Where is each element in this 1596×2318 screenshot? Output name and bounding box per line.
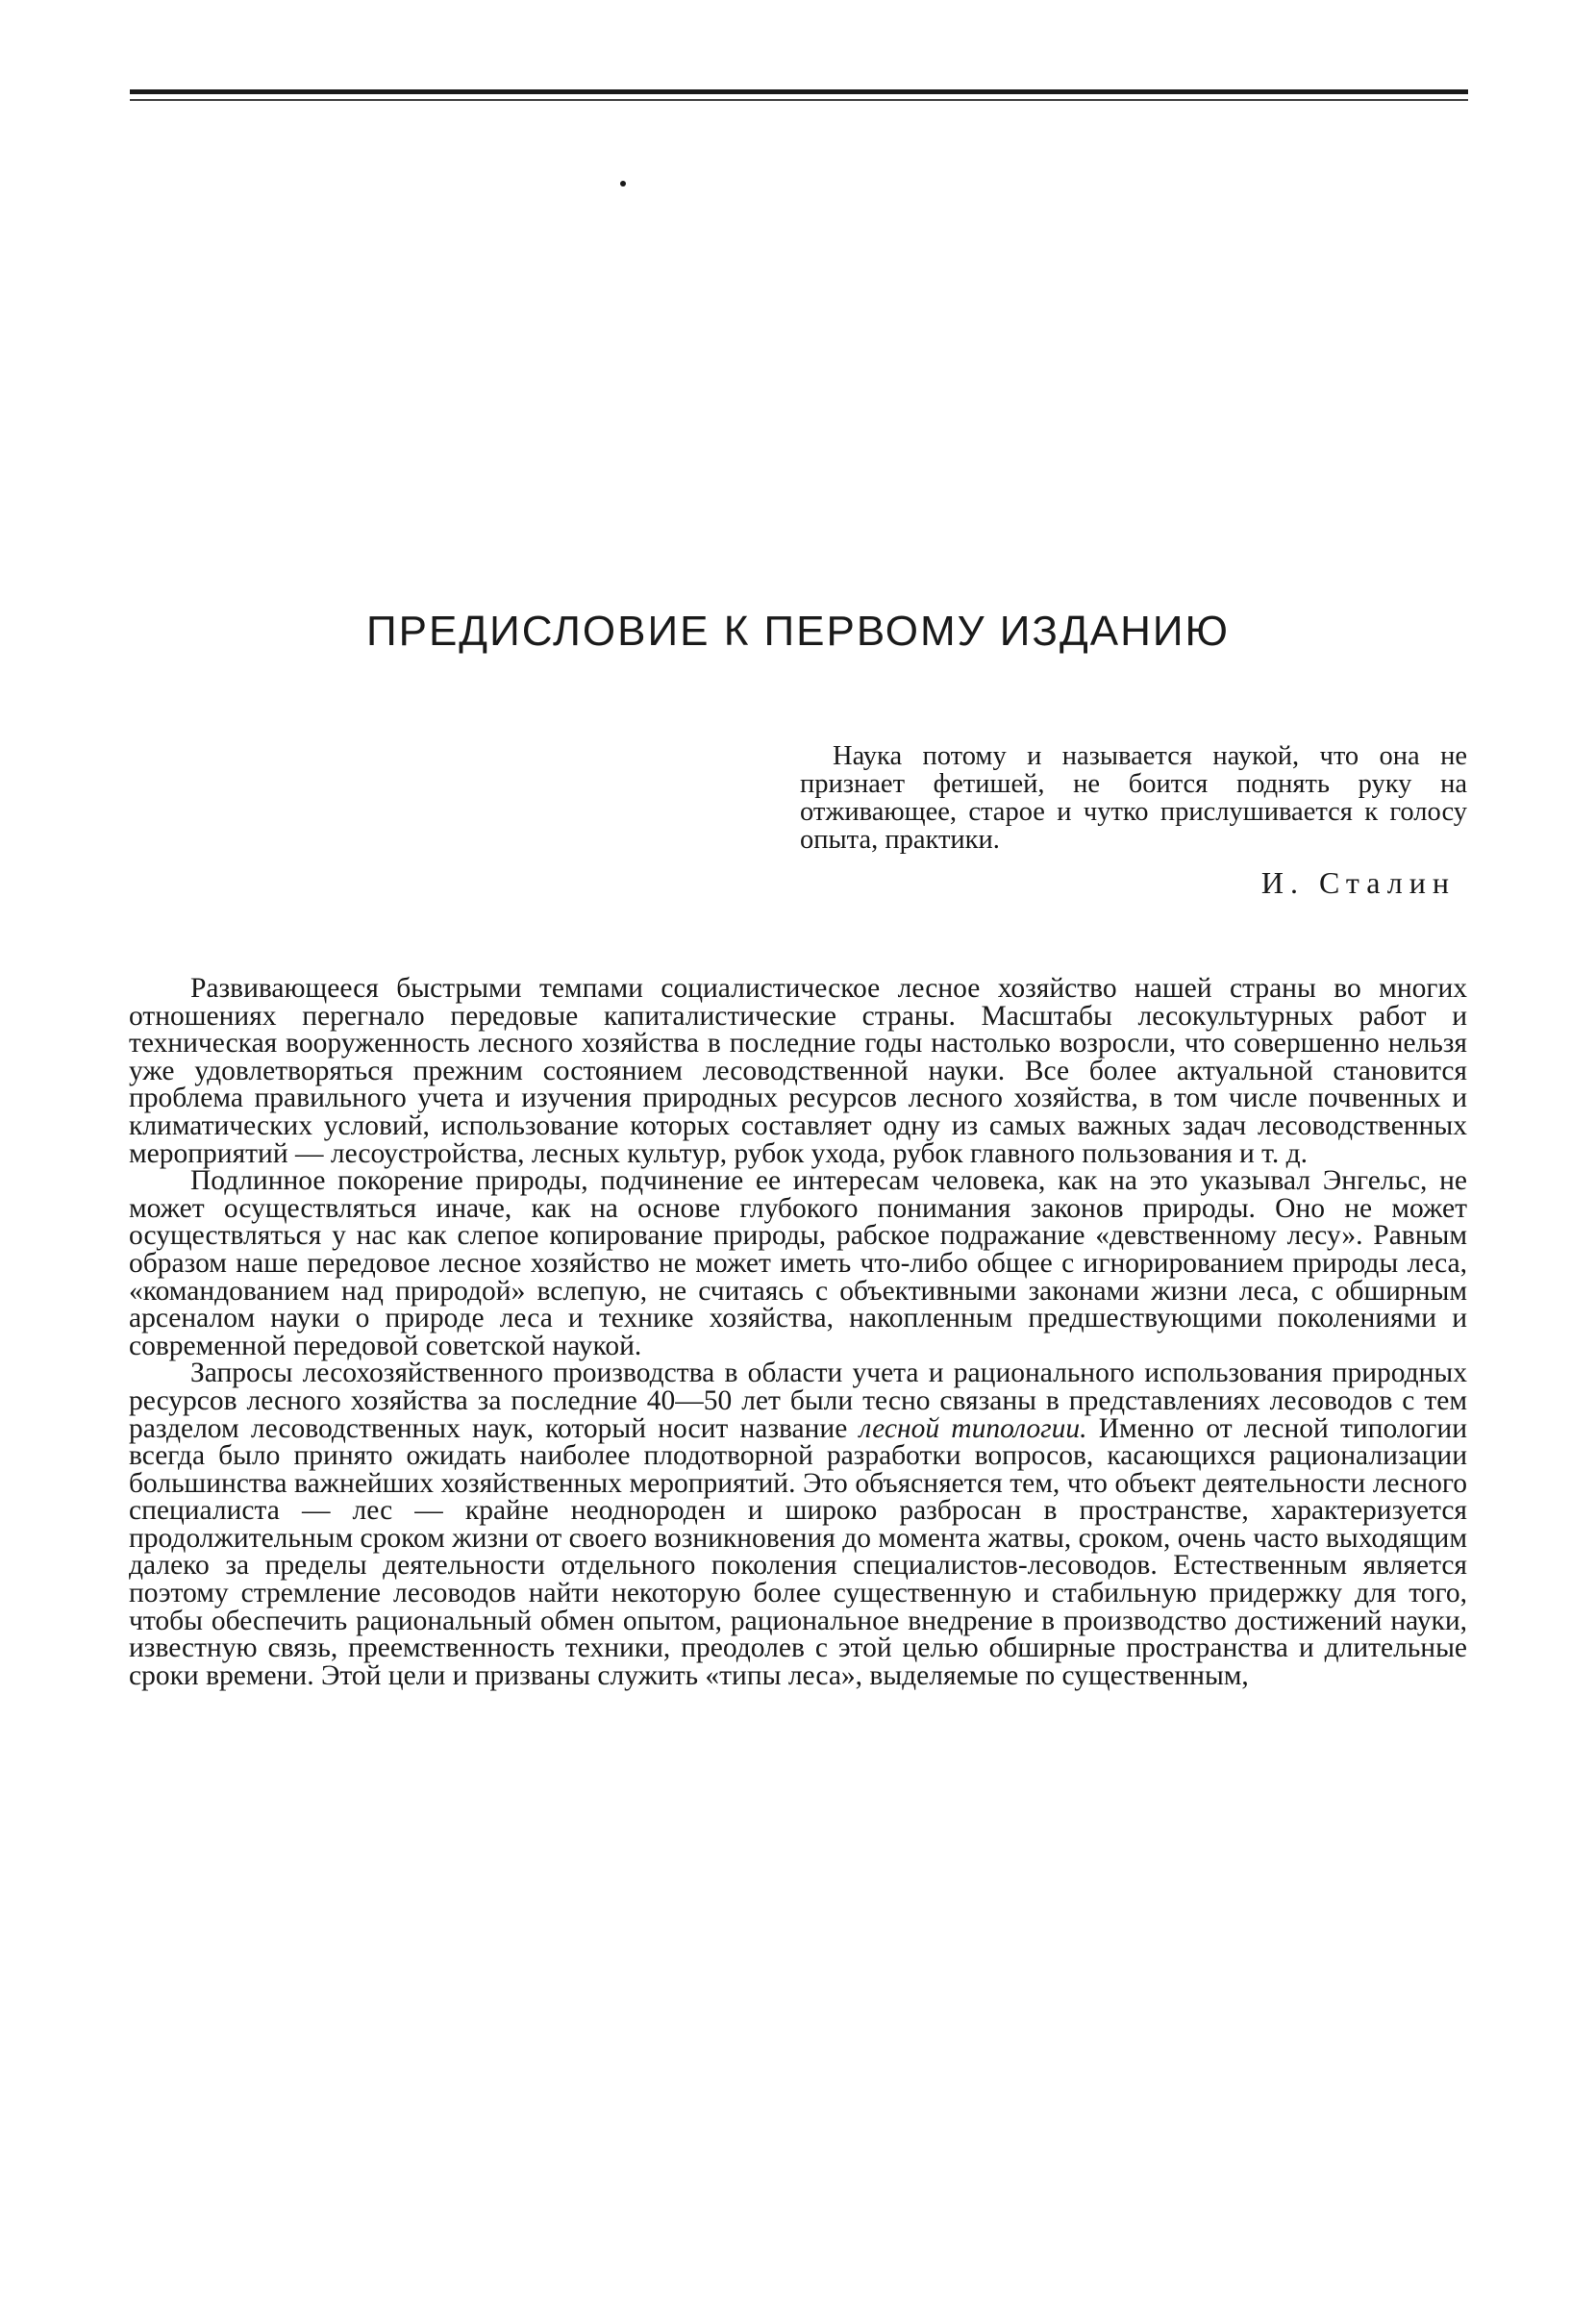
paragraph-3 (129, 1359, 1467, 1689)
paragraph-3-before: Запросы лесохозяйственного производства в области учета и рационального использования природных ресурсов лесного хозяйства за последние 40—50 лет были тесно связаны в представлениях лесоводов с тем разделом лесоводственных наук, который носит название (129, 1358, 1467, 1444)
paragraph-2: Подлинное покорение природы, подчинение ее интересам человека, как на это указывал Энгельс, не может осуществляться иначе, как на основе глубокого понимания законов природы. Оно не может осуществляться у нас как слепое копирование природы, рабское подражание «девственному лесу». Равным образом наше передовое лесное хозяйство не может иметь что-либо общее с игнорированием природы леса, «командованием над природой» вслепую, не считаясь с объективными законами жизни леса, с обширным арсеналом науки о природе леса и технике хозяйства, накопленным предшествующими поколениями и современной передовой советской наукой. (129, 1165, 1467, 1361)
paragraph-3-after: Именно от лесной типологии всегда было принято ожидать наиболее плодотворной разработки вопросов, касающихся рационализации большинства важнейших хозяйственных мероприятий. Это объясняется тем, что объект деятельности лесного специалиста — лес — крайне неоднороден и широко разбросан в пространстве, характеризуется продолжительным сроком жизни от своего возникновения до момента жатвы, сроком, очень часто выходящим далеко за пределы деятельности отдельного поколения специалистов-лесоводов. Естественным является поэтому стремление лесоводов найти некоторую более существенную и стабильную придержку для того, чтобы обеспечить рациональный обмен опытом, рациональное внедрение в производство достижений науки, известную связь, преемственность техники, преодолев с этой целью обширные пространства и длительные сроки времени. Этой цели и призваны служить «типы леса», выделяемые по существенным, (129, 1412, 1467, 1691)
page-title: ПРЕДИСЛОВИЕ К ПЕРВОМУ ИЗДАНИЮ (365, 608, 1231, 655)
epigraph-text: Наука потому и называется наукой, что она не признает фетишей, не боится поднять руку на отживающее, старое и чутко прислушивается к голосу опыта, практики. (800, 741, 1467, 855)
header-rule-thin (130, 99, 1468, 101)
epigraph-author: И. Сталин (1260, 865, 1456, 900)
epigraph (800, 742, 1467, 901)
body-text (129, 975, 1467, 1689)
header-rule-thick (130, 89, 1468, 94)
print-speck (620, 181, 626, 187)
paragraph-1: Развивающееся быстрыми темпами социалистическое лесное хозяйство нашей страны во многих отношениях перегнало передовые капиталистические страны. Масштабы лесокультурных работ и техническая вооруженность лесного хозяйства в последние годы настолько возросли, что совершенно нельзя уже удовлетворяться прежним состоянием лесоводственной науки. Все более актуальной становится проблема правильного учета и изучения природных ресурсов лесного хозяйства, в том числе почвенных и климатических условий, использование которых составляет одну из самых важных задач лесоводственных мероприятий — лесоустройства, лесных культур, рубок ухода, рубок главного пользования и т. д. (129, 973, 1467, 1169)
paragraph-3-emphasis: лесной типологии. (859, 1412, 1087, 1444)
